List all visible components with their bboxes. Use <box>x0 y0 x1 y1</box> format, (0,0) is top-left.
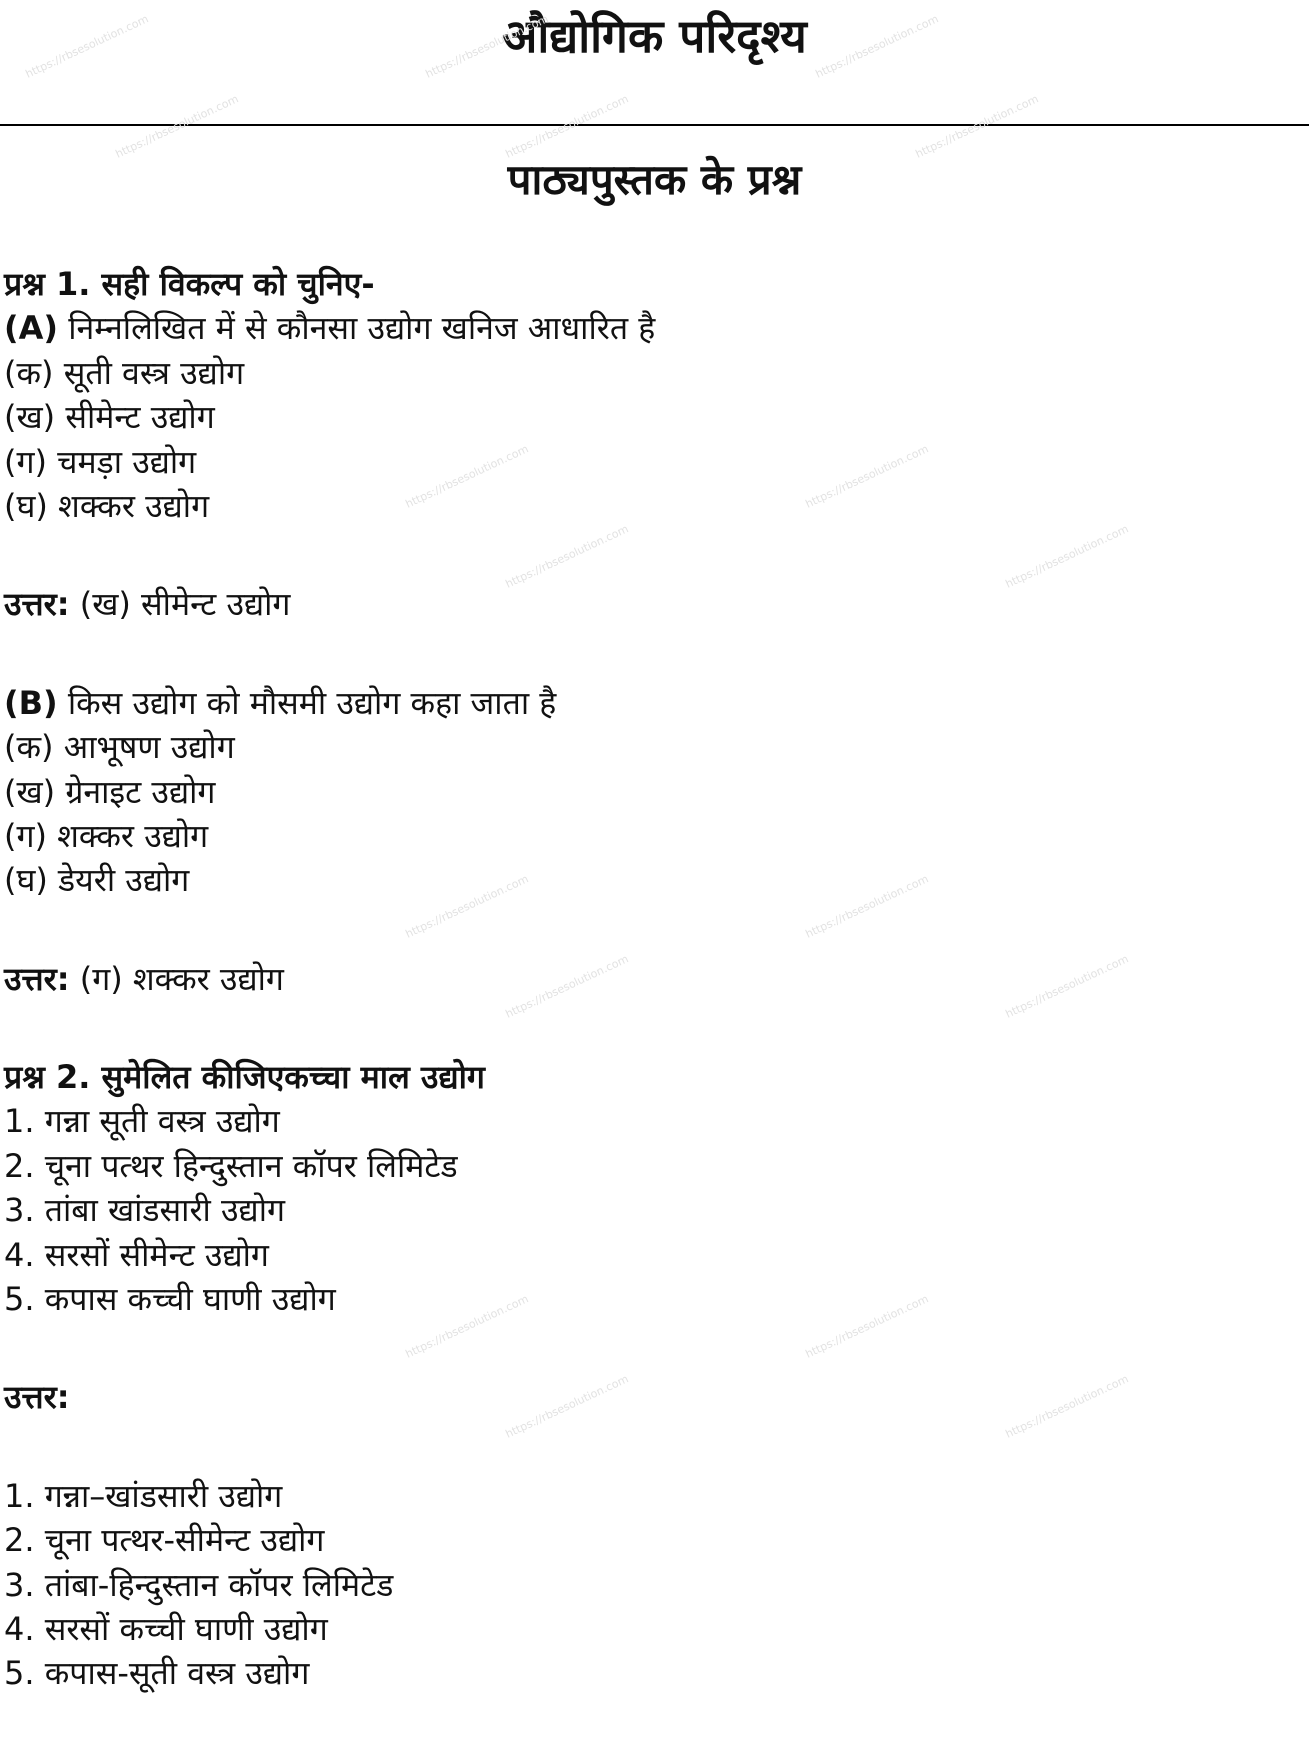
question-1a <box>4 306 1294 350</box>
answer-text: (ग) शक्कर उद्योग <box>69 959 284 998</box>
watermark: https://rbsesolution.com <box>1003 1372 1131 1441</box>
watermark: https://rbsesolution.com <box>503 1372 631 1441</box>
watermark: https://rbsesolution.com <box>403 1292 531 1361</box>
answer-text: (ख) सीमेन्ट उद्योग <box>69 585 291 624</box>
answer-1a <box>4 582 1294 626</box>
watermark: https://rbsesolution.com <box>503 92 631 161</box>
spacer <box>4 1321 1294 1375</box>
question-1a-label: (A) <box>4 309 59 348</box>
spacer <box>4 627 1294 681</box>
watermark: https://rbsesolution.com <box>803 1292 931 1361</box>
match-item: 3. तांबा खांडसारी उद्योग <box>4 1191 286 1230</box>
option: (घ) डेयरी उद्योग <box>4 861 190 900</box>
watermark: https://rbsesolution.com <box>23 12 151 81</box>
match-item: 1. गन्ना सूती वस्त्र उद्योग <box>4 1102 280 1141</box>
question-1b-label: (B) <box>4 683 58 722</box>
match-answer: 4. सरसों कच्ची घाणी उद्योग <box>4 1609 328 1648</box>
option: (ग) चमड़ा उद्योग <box>4 442 197 481</box>
watermark: https://rbsesolution.com <box>403 442 531 511</box>
title-divider <box>0 124 1309 126</box>
spacer <box>4 903 1294 957</box>
watermark: https://rbsesolution.com <box>803 872 931 941</box>
option: (ख) ग्रेनाइट उद्योग <box>4 772 216 811</box>
watermark: https://rbsesolution.com <box>813 12 941 81</box>
match-item: 2. चूना पत्थर हिन्दुस्तान कॉपर लिमिटेड <box>4 1146 458 1185</box>
spacer <box>4 1001 1294 1055</box>
section-title: पाठ्यपुस्तक के प्रश्न <box>507 155 802 204</box>
content-body <box>4 262 1294 1696</box>
match-item: 4. सरसों सीमेन्ट उद्योग <box>4 1235 269 1274</box>
match-item: 5. कपास कच्ची घाणी उद्योग <box>4 1280 336 1319</box>
page-title: औद्योगिक परिदृश्य <box>502 9 807 63</box>
question-1b-text: किस उद्योग को मौसमी उद्योग कहा जाता है <box>57 683 557 722</box>
match-answer: 5. कपास-सूती वस्त्र उद्योग <box>4 1654 310 1693</box>
option: (ग) शक्कर उद्योग <box>4 816 209 855</box>
match-answer: 2. चूना पत्थर-सीमेन्ट उद्योग <box>4 1521 325 1560</box>
answer-2-label: उत्तर: <box>4 1378 70 1417</box>
question-1b <box>4 681 1294 725</box>
watermark: https://rbsesolution.com <box>1003 522 1131 591</box>
watermark: https://rbsesolution.com <box>503 952 631 1021</box>
spacer <box>4 528 1294 582</box>
watermark: https://rbsesolution.com <box>403 872 531 941</box>
option: (क) आभूषण उद्योग <box>4 728 235 767</box>
question-1a-text: निम्नलिखित में से कौनसा उद्योग खनिज आधारित है <box>58 309 656 348</box>
answer-1b <box>4 957 1294 1001</box>
answer-label: उत्तर: <box>4 959 70 998</box>
option: (घ) शक्कर उद्योग <box>4 486 210 525</box>
spacer <box>4 1420 1294 1474</box>
answer-label: उत्तर: <box>4 585 70 624</box>
watermark: https://rbsesolution.com <box>913 92 1041 161</box>
watermark: https://rbsesolution.com <box>113 92 241 161</box>
match-answer: 1. गन्ना–खांडसारी उद्योग <box>4 1476 283 1515</box>
match-answer: 3. तांबा-हिन्दुस्तान कॉपर लिमिटेड <box>4 1565 394 1604</box>
option: (ख) सीमेन्ट उद्योग <box>4 398 215 437</box>
watermark: https://rbsesolution.com <box>423 12 551 81</box>
question-1-heading: प्रश्न 1. सही विकल्प को चुनिए- <box>4 265 375 303</box>
watermark: https://rbsesolution.com <box>503 522 631 591</box>
watermark: https://rbsesolution.com <box>803 442 931 511</box>
question-2-heading: प्रश्न 2. सुमेलित कीजिएकच्चा माल उद्योग <box>4 1058 485 1097</box>
watermark: https://rbsesolution.com <box>1003 952 1131 1021</box>
option: (क) सूती वस्त्र उद्योग <box>4 353 245 392</box>
